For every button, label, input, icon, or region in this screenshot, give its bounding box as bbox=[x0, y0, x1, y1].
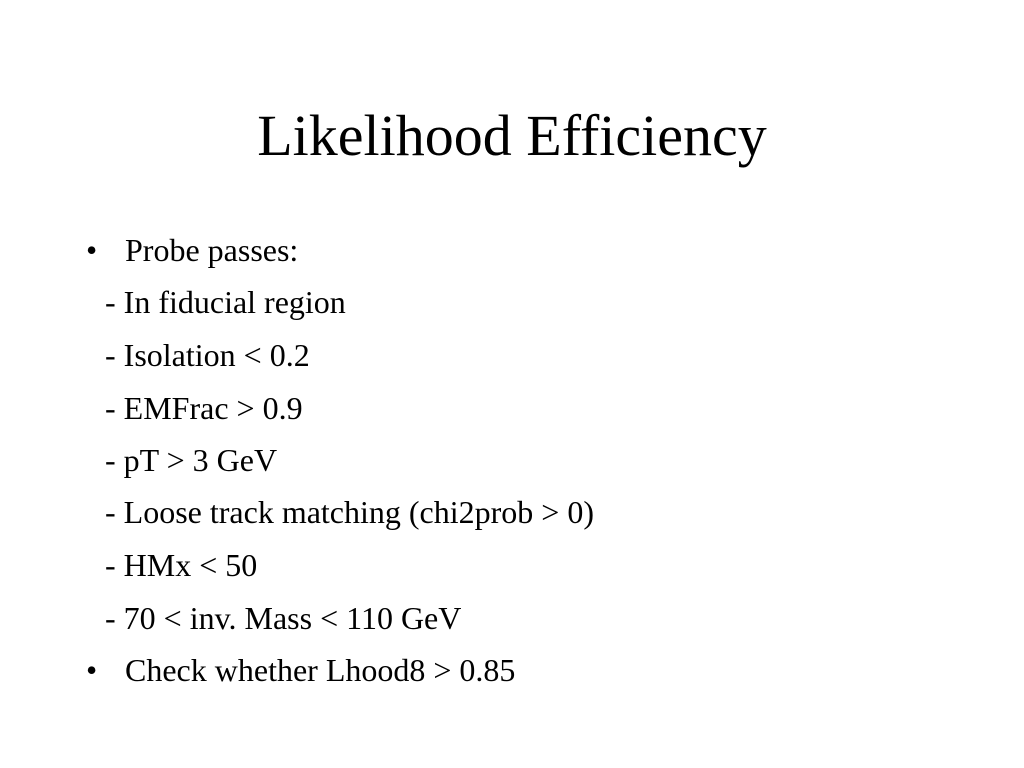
sub-item-text: - Isolation < 0.2 bbox=[105, 337, 310, 373]
bullet-text: Probe passes: bbox=[125, 232, 299, 268]
bullet-text: Check whether Lhood8 > 0.85 bbox=[125, 652, 516, 688]
bullet-icon: • bbox=[86, 232, 98, 268]
sub-item-text: - Loose track matching (chi2prob > 0) bbox=[105, 494, 594, 530]
bullet-icon: • bbox=[86, 652, 98, 688]
sub-item-text: - 70 < inv. Mass < 110 GeV bbox=[105, 600, 462, 636]
sub-item-text: - EMFrac > 0.9 bbox=[105, 390, 303, 426]
slide-title: Likelihood Efficiency bbox=[257, 103, 767, 168]
sub-item-text: - HMx < 50 bbox=[105, 547, 258, 583]
sub-item-text: - In fiducial region bbox=[105, 284, 346, 320]
sub-item-text: - pT > 3 GeV bbox=[105, 442, 278, 478]
